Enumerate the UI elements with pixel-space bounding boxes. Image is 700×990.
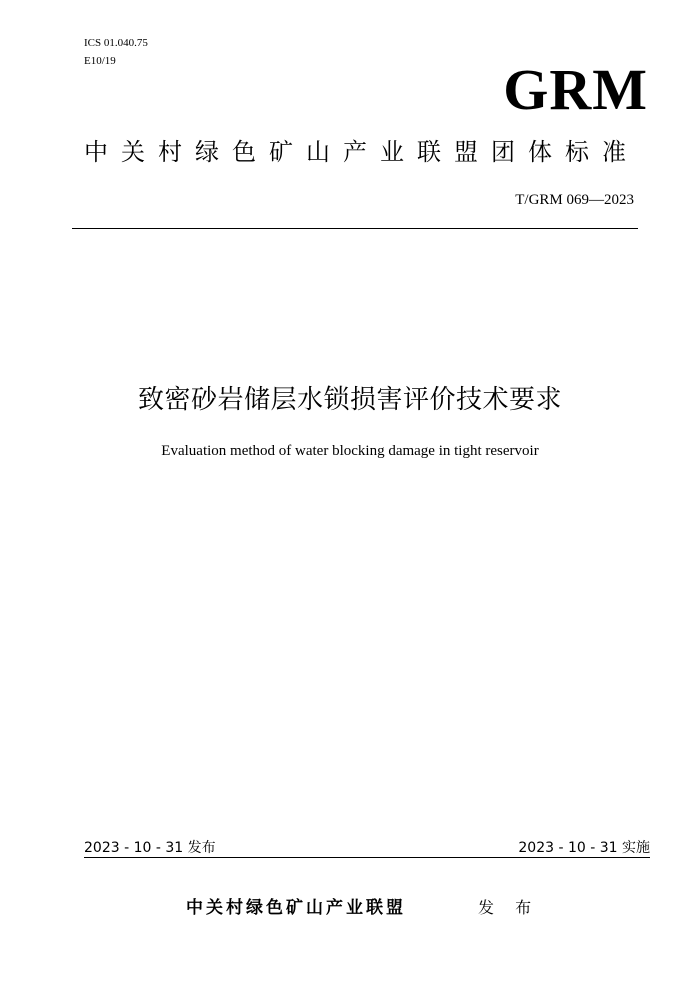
publish-date: 2023 - 10 - 31 发布 xyxy=(84,840,216,856)
standard-type-heading: 中关村绿色矿山产业联盟团体标准 xyxy=(84,138,639,166)
ccs-code: E10/19 xyxy=(84,55,116,67)
issue-label: 发 布 xyxy=(478,898,540,917)
ics-code: ICS 01.040.75 xyxy=(84,37,148,49)
footer-divider xyxy=(84,857,650,858)
document-title-chinese: 致密砂岩储层水锁损害评价技术要求 xyxy=(137,385,562,415)
issuing-organization: 中关村绿色矿山产业联盟 xyxy=(186,898,406,918)
header-divider xyxy=(72,228,638,229)
implementation-date: 2023 - 10 - 31 实施 xyxy=(518,840,650,856)
grm-logo: GRM xyxy=(503,57,648,122)
document-title-english: Evaluation method of water blocking damage in tight reservoir xyxy=(161,443,539,459)
standard-number: T/GRM 069—2023 xyxy=(515,192,634,208)
